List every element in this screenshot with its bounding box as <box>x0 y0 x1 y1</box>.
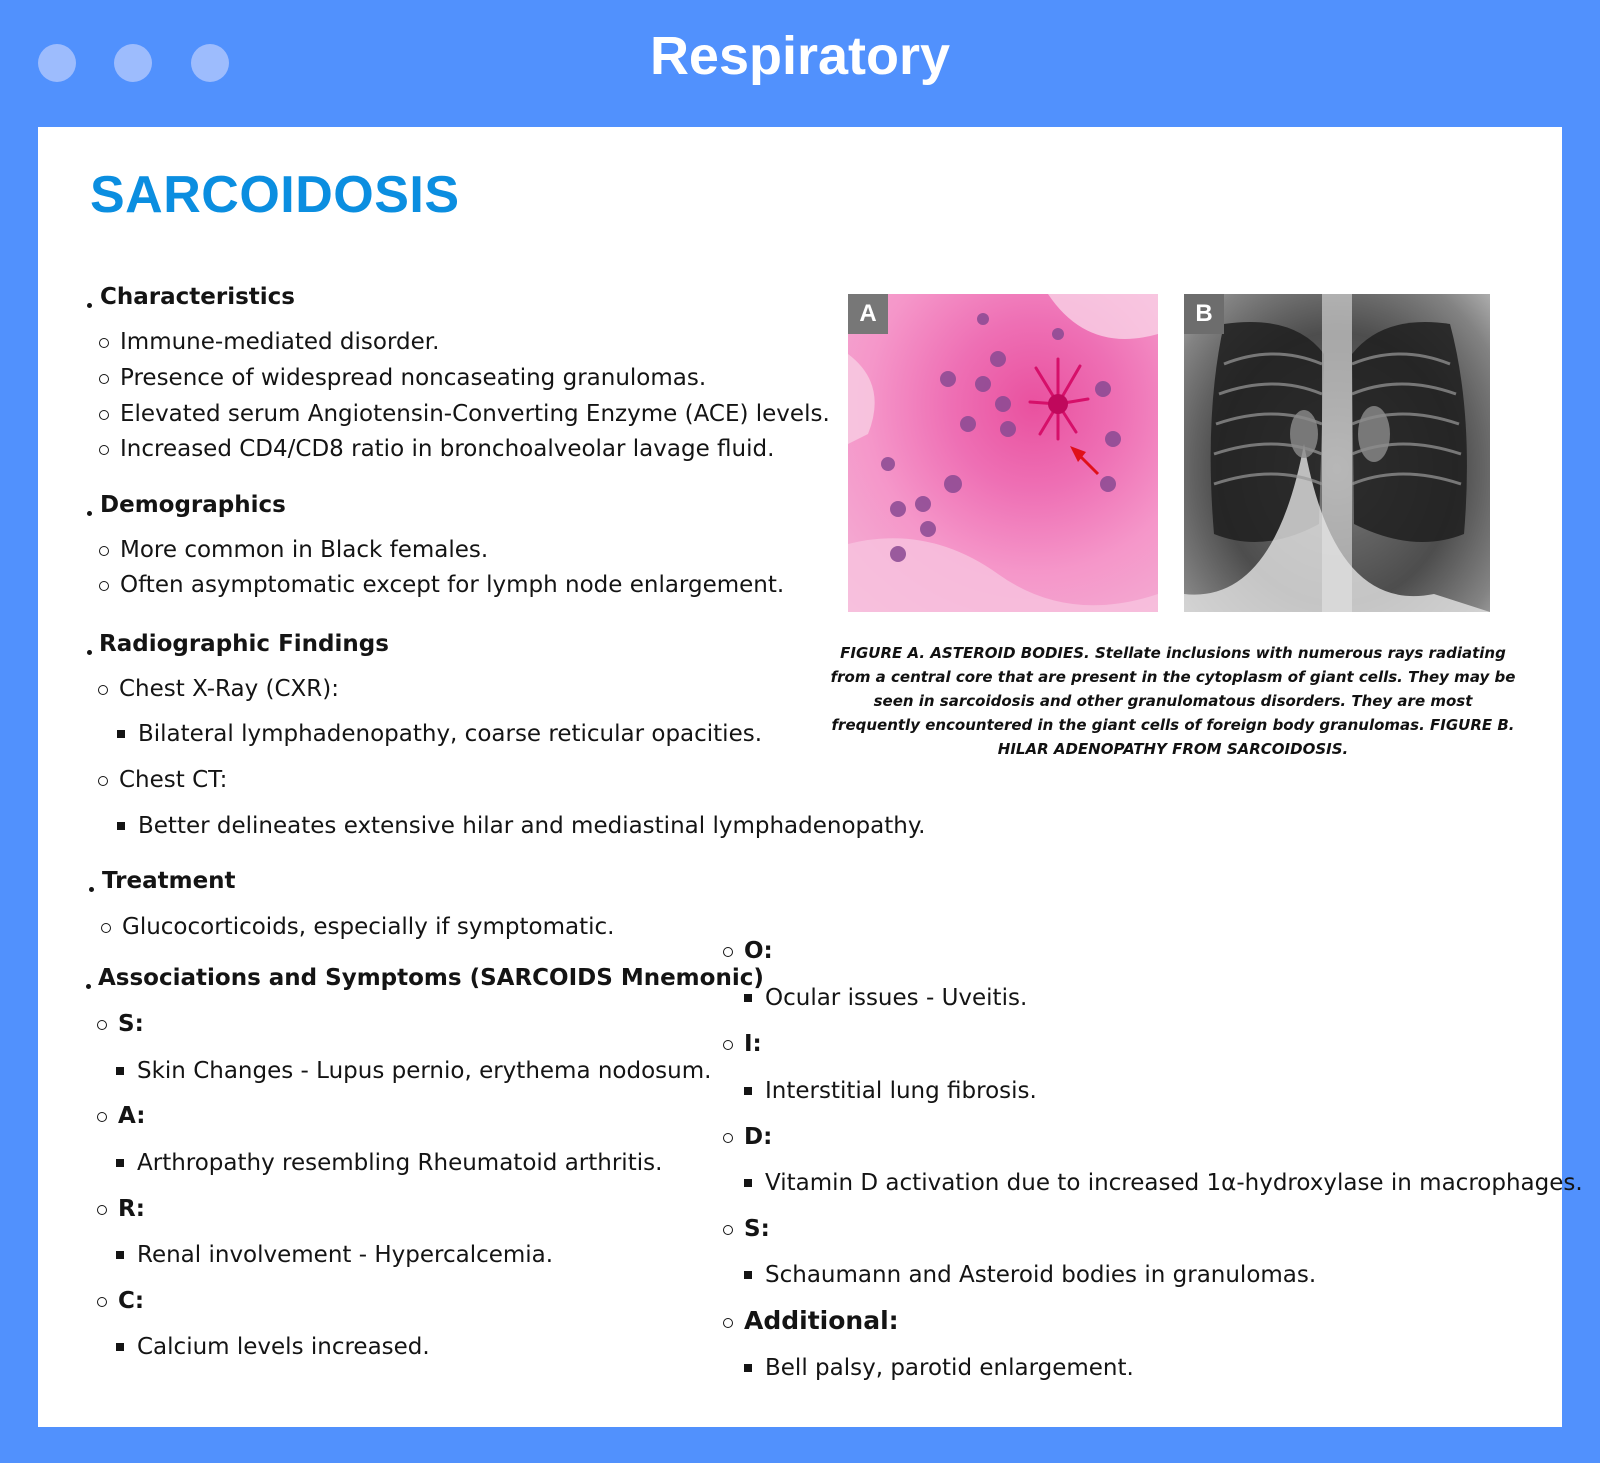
mnemonic-detail: Arthropathy resembling Rheumatoid arthritis. <box>137 1150 663 1176</box>
list-item: Glucocorticoids, especially if symptomatic. <box>122 914 615 940</box>
section-heading-characteristics: Characteristics <box>100 284 295 310</box>
mnemonic-detail: Bell palsy, parotid enlargement. <box>765 1355 1134 1381</box>
square-bullet-icon <box>744 1364 752 1372</box>
circle-bullet-icon <box>99 445 109 455</box>
mnemonic-letter: A: <box>118 1103 146 1129</box>
mnemonic-detail: Interstitial lung fibrosis. <box>765 1078 1037 1104</box>
square-bullet-icon <box>744 1179 752 1187</box>
section-heading-treatment: Treatment <box>102 868 236 894</box>
list-item: More common in Black females. <box>120 537 489 563</box>
circle-bullet-icon <box>97 1020 107 1030</box>
circle-bullet-icon <box>723 1040 733 1050</box>
mnemonic-detail: Ocular issues - Uveitis. <box>765 985 1028 1011</box>
circle-bullet-icon <box>99 581 109 591</box>
circle-bullet-icon <box>98 776 108 786</box>
square-bullet-icon <box>117 822 125 830</box>
list-item: Chest X-Ray (CXR): <box>119 676 339 702</box>
square-bullet-icon <box>117 730 125 738</box>
square-bullet-icon <box>116 1251 124 1259</box>
figure-label-b: B <box>1184 294 1224 334</box>
content-panel <box>38 127 1583 1427</box>
histology-illustration <box>848 294 1158 612</box>
circle-bullet-icon <box>723 1133 733 1143</box>
window-title: Respiratory <box>649 26 951 86</box>
figure-label-a: A <box>848 294 888 334</box>
mnemonic-letter: S: <box>744 1216 770 1242</box>
list-item: Increased CD4/CD8 ratio in bronchoalveolar lavage fluid. <box>120 436 775 462</box>
chest-xray-illustration <box>1184 294 1490 612</box>
bullet-icon <box>87 650 92 655</box>
list-item: Often asymptomatic except for lymph node enlargement. <box>120 572 785 598</box>
figure-b-xray-image <box>1184 294 1490 612</box>
mnemonic-detail: Vitamin D activation due to increased 1α-hydroxylase in macrophages. <box>765 1170 1583 1196</box>
mnemonic-letter: S: <box>118 1011 144 1037</box>
circle-bullet-icon <box>99 410 109 420</box>
circle-bullet-icon <box>99 374 109 384</box>
square-bullet-icon <box>744 1271 752 1279</box>
list-subitem: Bilateral lymphadenopathy, coarse reticular opacities. <box>138 721 763 747</box>
mnemonic-detail: Schaumann and Asteroid bodies in granulomas. <box>765 1262 1317 1288</box>
section-heading-radiographic: Radiographic Findings <box>99 631 389 657</box>
section-heading-demographics: Demographics <box>100 492 286 518</box>
page-title: SARCOIDOSIS <box>90 166 460 224</box>
mnemonic-letter: I: <box>744 1031 762 1057</box>
list-subitem: Better delineates extensive hilar and mediastinal lymphadenopathy. <box>138 813 926 839</box>
list-item: Immune-mediated disorder. <box>120 329 440 355</box>
circle-bullet-icon <box>97 1112 107 1122</box>
section-heading-associations: Associations and Symptoms (SARCOIDS Mnemonic) <box>98 965 764 991</box>
mnemonic-letter: D: <box>744 1124 773 1150</box>
circle-bullet-icon <box>723 1318 733 1328</box>
circle-bullet-icon <box>99 546 109 556</box>
bullet-icon <box>87 303 92 308</box>
circle-bullet-icon <box>97 1297 107 1307</box>
mnemonic-detail: Skin Changes - Lupus pernio, erythema nodosum. <box>137 1058 712 1084</box>
mnemonic-letter: C: <box>118 1288 145 1314</box>
circle-bullet-icon <box>99 338 109 348</box>
mnemonic-letter: O: <box>744 938 773 964</box>
mnemonic-detail: Calcium levels increased. <box>137 1334 430 1360</box>
mnemonic-letter: Additional: <box>744 1306 899 1335</box>
bullet-icon <box>86 984 91 989</box>
list-item: Elevated serum Angiotensin-Converting Enzyme (ACE) levels. <box>120 401 830 427</box>
figure-a-histology-image <box>848 294 1158 612</box>
circle-bullet-icon <box>97 1205 107 1215</box>
circle-bullet-icon <box>98 685 108 695</box>
circle-bullet-icon <box>723 1225 733 1235</box>
bullet-icon <box>87 511 92 516</box>
circle-bullet-icon <box>101 923 111 933</box>
square-bullet-icon <box>116 1067 124 1075</box>
list-item: Presence of widespread noncaseating granulomas. <box>120 365 707 391</box>
bullet-icon <box>89 887 94 892</box>
mnemonic-detail: Renal involvement - Hypercalcemia. <box>137 1242 554 1268</box>
mnemonic-letter: R: <box>118 1196 145 1222</box>
square-bullet-icon <box>116 1343 124 1351</box>
figure-caption: FIGURE A. ASTEROID BODIES. Stellate inclusions with numerous rays radiating from a central core that are present in the cytoplasm of giant cells. They may be seen in sarcoidosis and other granulomatous disorders. They are most frequently encountered in the giant cells of foreign body granulomas. FIGURE B. HILAR ADENOPATHY FROM SARCOIDOSIS. <box>830 644 1516 758</box>
square-bullet-icon <box>744 994 752 1002</box>
square-bullet-icon <box>744 1087 752 1095</box>
list-item: Chest CT: <box>119 767 228 793</box>
circle-bullet-icon <box>723 947 733 957</box>
square-bullet-icon <box>116 1159 124 1167</box>
